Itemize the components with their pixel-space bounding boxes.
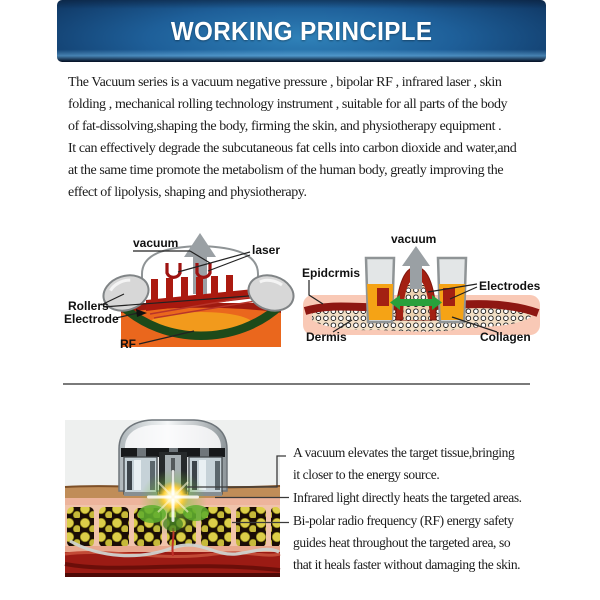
intro-line: effect of lipolysis, shaping and physiotherapy. <box>68 185 307 200</box>
intro-line: at the same time promote the metabolism of the human body, greatly improving the <box>68 163 504 178</box>
label-collagen: Collagen <box>480 330 531 344</box>
bullet-line: that it heals faster without damaging the skin. <box>293 557 521 572</box>
label-vacuum-right: vacuum <box>391 232 437 246</box>
suction-cup-left <box>366 258 394 322</box>
bullet-line: Infrared light directly heats the targeted areas. <box>293 490 522 505</box>
intro-line: folding , mechanical rolling technology instrument , suitable for all parts of the body <box>68 97 508 112</box>
bullet-line: it closer to the energy source. <box>293 467 440 482</box>
bullet-infrared <box>293 487 522 509</box>
label-rf: RF <box>120 337 136 351</box>
bullet-line: guides heat throughout the targeted area, so <box>293 535 511 550</box>
bullet-line: Bi-polar radio frequency (RF) energy safety <box>293 513 514 528</box>
bullet-line: A vacuum elevates the target tissue,bringing <box>293 445 515 460</box>
intro-line: of fat-dissolving,shaping the body, firming the skin, and physiotherapy equipment . <box>68 119 502 134</box>
label-dermis: Dermis <box>306 330 347 344</box>
label-laser: laser <box>252 243 281 257</box>
label-rollers: Rollers <box>68 299 109 313</box>
treatment-photo <box>65 420 280 577</box>
diagram-skin-fold <box>302 232 541 344</box>
intro-line: The Vacuum series is a vacuum negative pressure , bipolar RF , infrared laser , skin <box>68 75 502 90</box>
label-electrodes: Electrodes <box>479 279 541 293</box>
diagram-vacuum-rollers <box>64 233 298 351</box>
label-vacuum-left: vacuum <box>133 236 179 250</box>
label-epidermis: Epidcrmis <box>302 266 361 280</box>
intro-line: It can effectively degrade the subcutaneous fat cells into carbon dioxide and water,and <box>68 141 517 156</box>
bullet-vacuum <box>293 442 514 486</box>
bullet-rf <box>293 510 520 576</box>
page-title: WORKING PRINCIPLE <box>170 15 433 46</box>
label-electrode: Electrode <box>64 312 119 326</box>
vessel-deep <box>65 573 280 577</box>
